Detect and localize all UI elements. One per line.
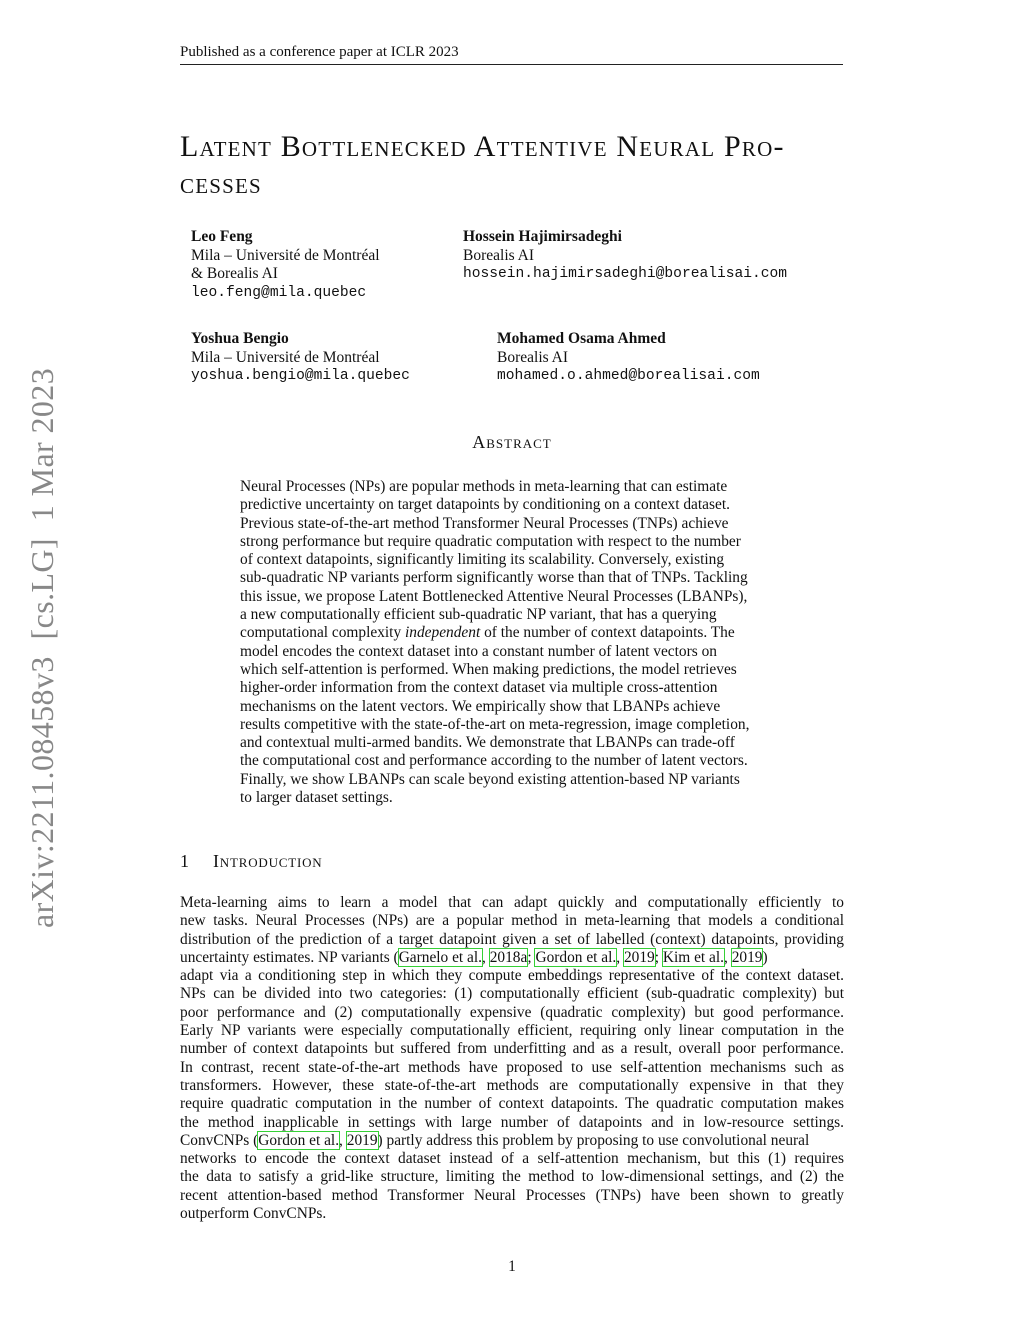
intro-line: adapt via a conditioning step in which they compute embeddings representative of the context dataset. [180,967,844,985]
intro-line: outperform ConvCNPs. [180,1205,327,1223]
intro-text: ; [527,948,536,966]
intro-line: new tasks. Neural Processes (NPs) are a popular method in meta-learning that models a conditional [180,912,844,930]
intro-text: , [482,948,490,966]
citation-link[interactable]: 2019 [346,1131,378,1149]
intro-text: ; [654,948,663,966]
intro-line: poor performance and (2) computationally expensive (quadratic complexity) but good performance. [180,1003,844,1021]
citation-link[interactable]: Kim et al. [662,948,724,966]
title-line-1: Latent Bottlenecked Attentive Neural Pro- [180,130,785,163]
author-name: Hossein Hajimirsadeghi [463,228,622,245]
abstract-line: Previous state-of-the-art method Transformer Neural Processes (TNPs) achieve [240,514,729,532]
abstract-line: strong performance but require quadratic computation with respect to the number [240,532,741,550]
introduction-body [180,894,844,1223]
intro-text: , [616,948,624,966]
intro-line: Early NP variants were especially computationally efficient, requiring only linear computation in the [180,1022,844,1040]
citation-link[interactable]: 2018a [489,948,528,966]
intro-text: ) partly address this problem by proposing to use convolutional neural [377,1131,810,1149]
author-email[interactable]: leo.feng@mila.quebec [191,284,367,301]
abstract-line: higher-order information from the context dataset via multiple cross-attention [240,679,718,697]
intro-text: uncertainty estimates. NP variants ( [180,948,399,966]
intro-line: the method inapplicable in settings with large number of datapoints and in low-resource settings. [180,1113,844,1131]
abstract-line: mechanisms on the latent vectors. We empirically show that LBANPs achieve [240,697,721,715]
author-block-leo-feng [191,228,380,302]
abstract-line: Neural Processes (NPs) are popular methods in meta-learning that can estimate [240,478,728,495]
citation-link[interactable]: 2019 [623,948,655,966]
abstract-line: which self-attention is performed. When making predictions, the model retrieves [240,660,737,678]
abstract-line: of context datapoints, significantly limiting its scalability. Conversely, existing [240,551,725,569]
paper-title [180,128,850,202]
section-title: Introduction [213,851,323,871]
abstract-line [240,624,786,642]
author-block-yoshua-bengio [191,330,410,386]
intro-line [180,949,844,967]
intro-line: the data to satisfy a grid-like structure, limiting the method to low-dimensional settings, and (2) the [180,1168,844,1186]
intro-line: networks to encode the context dataset instead of a self-attention mechanism, but this (1) requires [180,1150,844,1168]
intro-text: , [339,1131,347,1149]
intro-text: ConvCNPs ( [180,1131,259,1149]
intro-text: ) [762,948,768,966]
author-affiliation: Mila – Université de Montréal [191,348,380,366]
author-name: Yoshua Bengio [191,330,289,347]
intro-line: NPs can be divided into two categories: (1) computationally efficient (sub-quadratic complexity) but [180,985,844,1003]
author-name: Mohamed Osama Ahmed [497,330,666,347]
author-affiliation: Borealis AI [463,246,535,264]
author-block-mohamed-osama-ahmed [497,330,760,386]
abstract-line: sub-quadratic NP variants perform significantly worse than that of TNPs. Tackling [240,569,748,587]
intro-line [180,1132,844,1150]
intro-text: , [723,948,732,966]
section-number: 1 [180,851,190,871]
abstract-line: model encodes the context dataset into a constant number of latent vectors on [240,642,717,660]
author-name: Leo Feng [191,228,253,245]
author-affiliation: & Borealis AI [191,265,278,282]
abstract-line: Finally, we show LBANPs can scale beyond existing attention-based NP variants [240,770,740,788]
abstract-line: predictive uncertainty on target datapoints by conditioning on a context dataset. [240,496,730,514]
citation-link[interactable]: 2019 [731,948,763,966]
abstract-text: computational complexity [240,624,402,642]
intro-line: distribution of the prediction of a target datapoint given a set of labelled (context) datapoints, providing [180,930,844,948]
abstract-line: to larger dataset settings. [240,789,393,807]
intro-line: number of context datapoints but suffered from underfitting and as a result, overall poor performance. [180,1040,844,1058]
abstract-line: results competitive with the state-of-the-art on meta-regression, image completion, [240,715,750,733]
intro-line: recent attention-based method Transformer Neural Processes (TNPs) have been shown to greatly [180,1186,844,1204]
author-email[interactable]: yoshua.bengio@mila.quebec [191,368,410,384]
author-block-hossein-hajimirsadeghi [463,228,787,284]
abstract-body [240,478,786,807]
abstract-line: this issue, we propose Latent Bottlenecked Attentive Neural Processes (LBANPs), [240,587,748,605]
abstract-emphasis: independent [405,624,481,642]
citation-link[interactable]: Gordon et al. [258,1131,340,1149]
author-affiliation: Mila – Université de Montréal [191,246,380,264]
page-number: 1 [508,1258,516,1275]
abstract-line: and contextual multi-armed bandits. We demonstrate that LBANPs can trade-off [240,734,735,752]
title-line-2: cesses [180,167,262,200]
intro-line: Meta-learning aims to learn a model that can adapt quickly and computationally efficiently to [180,894,844,911]
citation-link[interactable]: Garnelo et al. [398,948,483,966]
abstract-text: of the number of context datapoints. The [484,624,735,642]
author-affiliation: Borealis AI [497,348,569,366]
running-header: Published as a conference paper at ICLR 2023 [180,44,843,65]
intro-line: In contrast, recent state-of-the-art methods have proposed to use self-attention mechanisms such as [180,1058,844,1076]
section-heading-introduction [180,851,322,872]
abstract-heading: Abstract [472,432,552,452]
citation-link[interactable]: Gordon et al. [535,948,617,966]
author-email[interactable]: mohamed.o.ahmed@borealisai.com [497,368,760,384]
arxiv-stamp: arXiv:2211.08458v3 [cs.LG] 1 Mar 2023 [24,367,60,928]
abstract-line: a new computationally efficient sub-quadratic NP variant, that has a querying [240,606,717,624]
intro-line: transformers. However, these state-of-the-art methods are computationally expensive in that they [180,1076,844,1094]
abstract-line: the computational cost and performance according to the number of latent vectors. [240,752,748,770]
author-email[interactable]: hossein.hajimirsadeghi@borealisai.com [463,266,788,282]
intro-line: require quadratic computation in the number of context datapoints. The quadratic computation makes [180,1095,844,1113]
